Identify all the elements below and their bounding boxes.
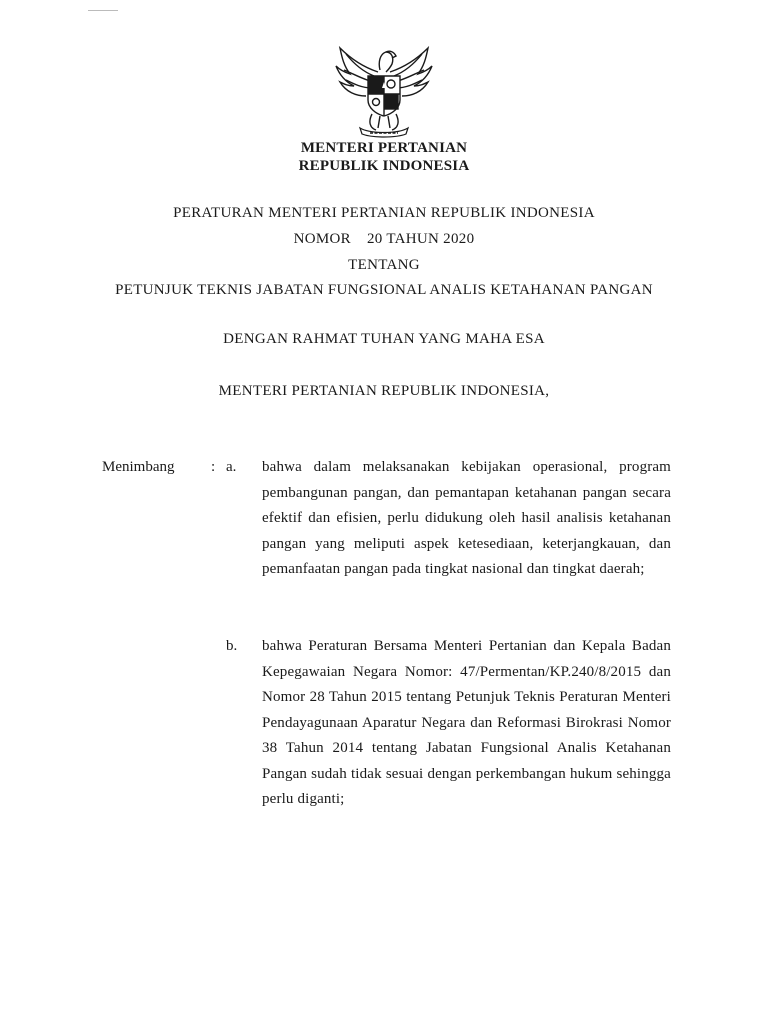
regulation-subject: PETUNJUK TEKNIS JABATAN FUNGSIONAL ANALIS KETAHANAN PANGAN bbox=[115, 282, 653, 298]
scan-mark bbox=[88, 10, 118, 17]
regulation-number bbox=[0, 231, 768, 248]
nomor-label: NOMOR bbox=[293, 231, 351, 247]
garuda-emblem-icon bbox=[330, 42, 438, 138]
menimbang-label: Menimbang bbox=[102, 459, 175, 475]
item-letter-a: a. bbox=[226, 459, 237, 475]
consideration-b-text: bahwa Peraturan Bersama Menteri Pertanian dan Kepala Badan Kepegawaian Negara Nomor: 47/Permentan/KP.240/8/2015 dan Nomor 28 Tahun 2015 tentang Petunjuk Teknis Peraturan Menteri Pendayagunaan Aparatur Negara dan Reformasi Birokrasi Nomor 38 Tahun 2014 tentang Jabatan Fungsional Analis Ketahanan Pangan sudah tidak sesuai dengan perkembangan hukum sehingga perlu diganti; bbox=[262, 638, 671, 807]
authority-line: MENTERI PERTANIAN REPUBLIK INDONESIA, bbox=[218, 383, 550, 399]
ministry-name: MENTERI PERTANIAN bbox=[300, 140, 468, 156]
tentang-label: TENTANG bbox=[348, 257, 420, 273]
nomor-value: 20 TAHUN 2020 bbox=[366, 231, 475, 247]
blessing-line: DENGAN RAHMAT TUHAN YANG MAHA ESA bbox=[223, 331, 545, 347]
item-letter-b: b. bbox=[226, 638, 238, 654]
consideration-a-text: bahwa dalam melaksanakan kebijakan operasional, program pembangunan pangan, dan pemantapan ketahanan pangan secara efektif dan efisien, perlu didukung oleh hasil analisis ketahanan pangan yang meliputi aspek ketesediaan, keterjangkauan, dan pemanfaatan pangan pada tingkat nasional dan tingkat daerah; bbox=[262, 459, 671, 577]
menimbang-colon: : bbox=[211, 459, 216, 475]
ministry-country: REPUBLIK INDONESIA bbox=[298, 158, 470, 174]
regulation-title: PERATURAN MENTERI PERTANIAN REPUBLIK INDONESIA bbox=[173, 205, 595, 221]
